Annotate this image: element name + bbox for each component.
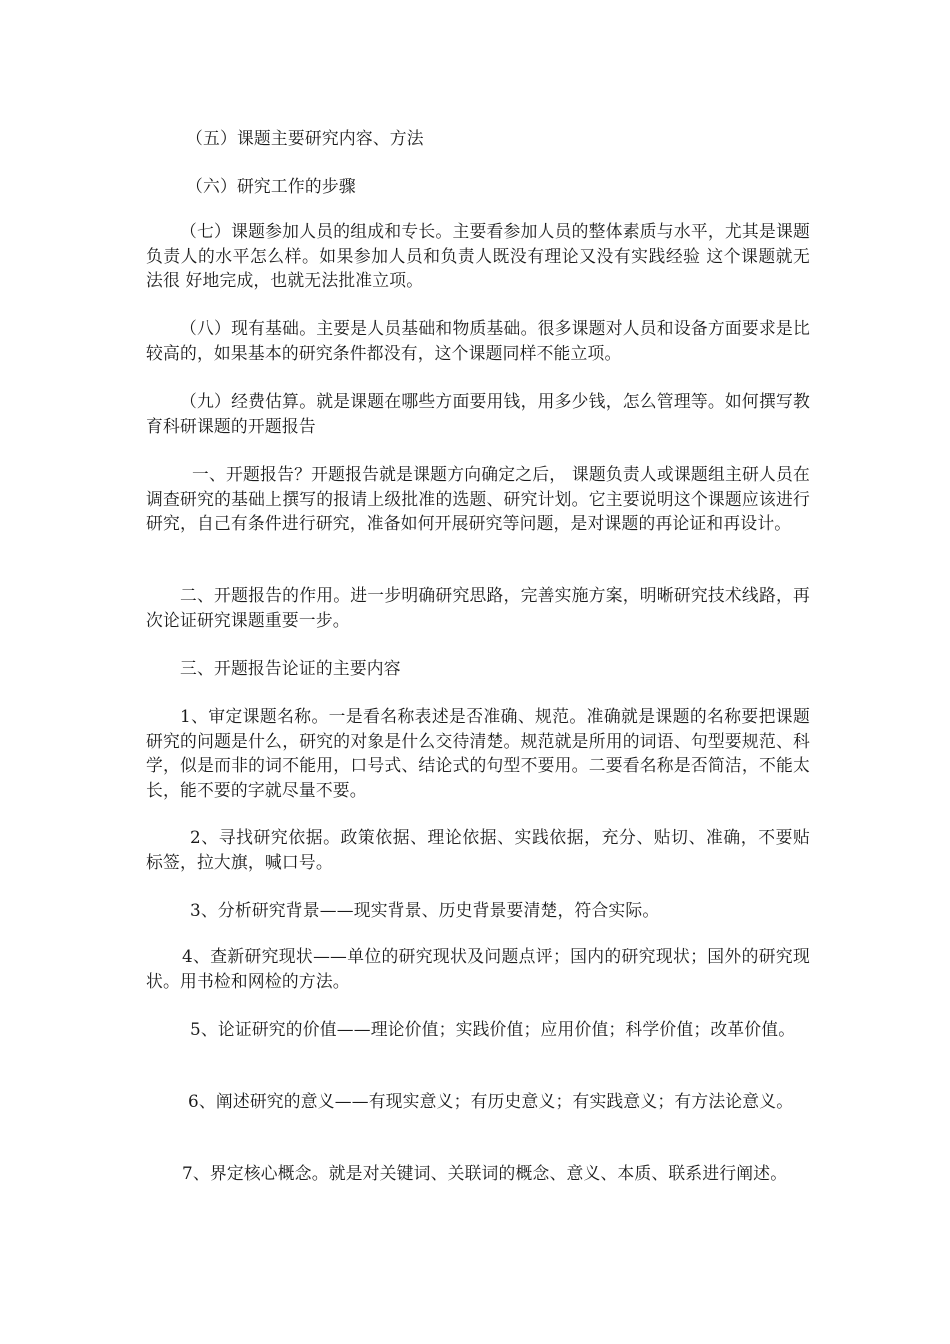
paragraph-item-4: 4、查新研究现状——单位的研究现状及问题点评；国内的研究现状；国外的研究现状。用书检和网检的方法。: [146, 946, 810, 991]
paragraph-item-6: 6、阐述研究的意义——有现实意义；有历史意义；有实践意义；有方法论意义。: [188, 1091, 794, 1111]
paragraph-item-5: 5、论证研究的价值——理论价值；实践价值；应用价值；科学价值；改革价值。: [190, 1019, 796, 1039]
paragraph-section-3: 三、开题报告论证的主要内容: [180, 658, 401, 678]
paragraph-9: （九）经费估算。就是课题在哪些方面要用钱，用多少钱，怎么管理等。如何撰写教育科研课题的开题报告: [146, 391, 810, 436]
paragraph-item-2: 2、寻找研究依据。政策依据、理论依据、实践依据，充分、贴切、准确，不要贴标签，拉大旗，喊口号。: [146, 827, 810, 872]
paragraph-6: （六）研究工作的步骤: [186, 176, 356, 196]
paragraph-5: （五）课题主要研究内容、方法: [186, 128, 424, 148]
paragraph-8: （八）现有基础。主要是人员基础和物质基础。很多课题对人员和设备方面要求是比较高的，如果基本的研究条件都没有，这个课题同样不能立项。: [146, 318, 810, 363]
paragraph-7: （七）课题参加人员的组成和专长。主要看参加人员的整体素质与水平，尤其是课题负责人的水平怎么样。如果参加人员和负责人既没有理论又没有实践经验 这个课题就无法很 好地完成，也就无法批准立项。: [146, 221, 810, 290]
paragraph-item-3: 3、分析研究背景——现实背景、历史背景要清楚，符合实际。: [190, 900, 660, 920]
paragraph-section-1: 一、开题报告？开题报告就是课题方向确定之后， 课题负责人或课题组主研人员在调查研究的基础上撰写的报请上级批准的选题、研究计划。它主要说明这个课题应该进行研究，自己有条件进行研究，准备如何开展研究等问题，是对课题的再论证和再设计。: [146, 464, 810, 533]
paragraph-item-1: 1、审定课题名称。一是看名称表述是否准确、规范。准确就是课题的名称要把课题研究的问题是什么，研究的对象是什么交待清楚。规范就是所用的词语、句型要规范、科学，似是而非的词不能用，口号式、结论式的句型不要用。二要看名称是否简洁，不能太长，能不要的字就尽量不要。: [146, 706, 810, 800]
paragraph-item-7: 7、界定核心概念。就是对关键词、关联词的概念、意义、本质、联系进行阐述。: [182, 1163, 788, 1183]
paragraph-section-2: 二、开题报告的作用。进一步明确研究思路，完善实施方案，明晰研究技术线路，再次论证研究课题重要一步。: [146, 585, 810, 630]
